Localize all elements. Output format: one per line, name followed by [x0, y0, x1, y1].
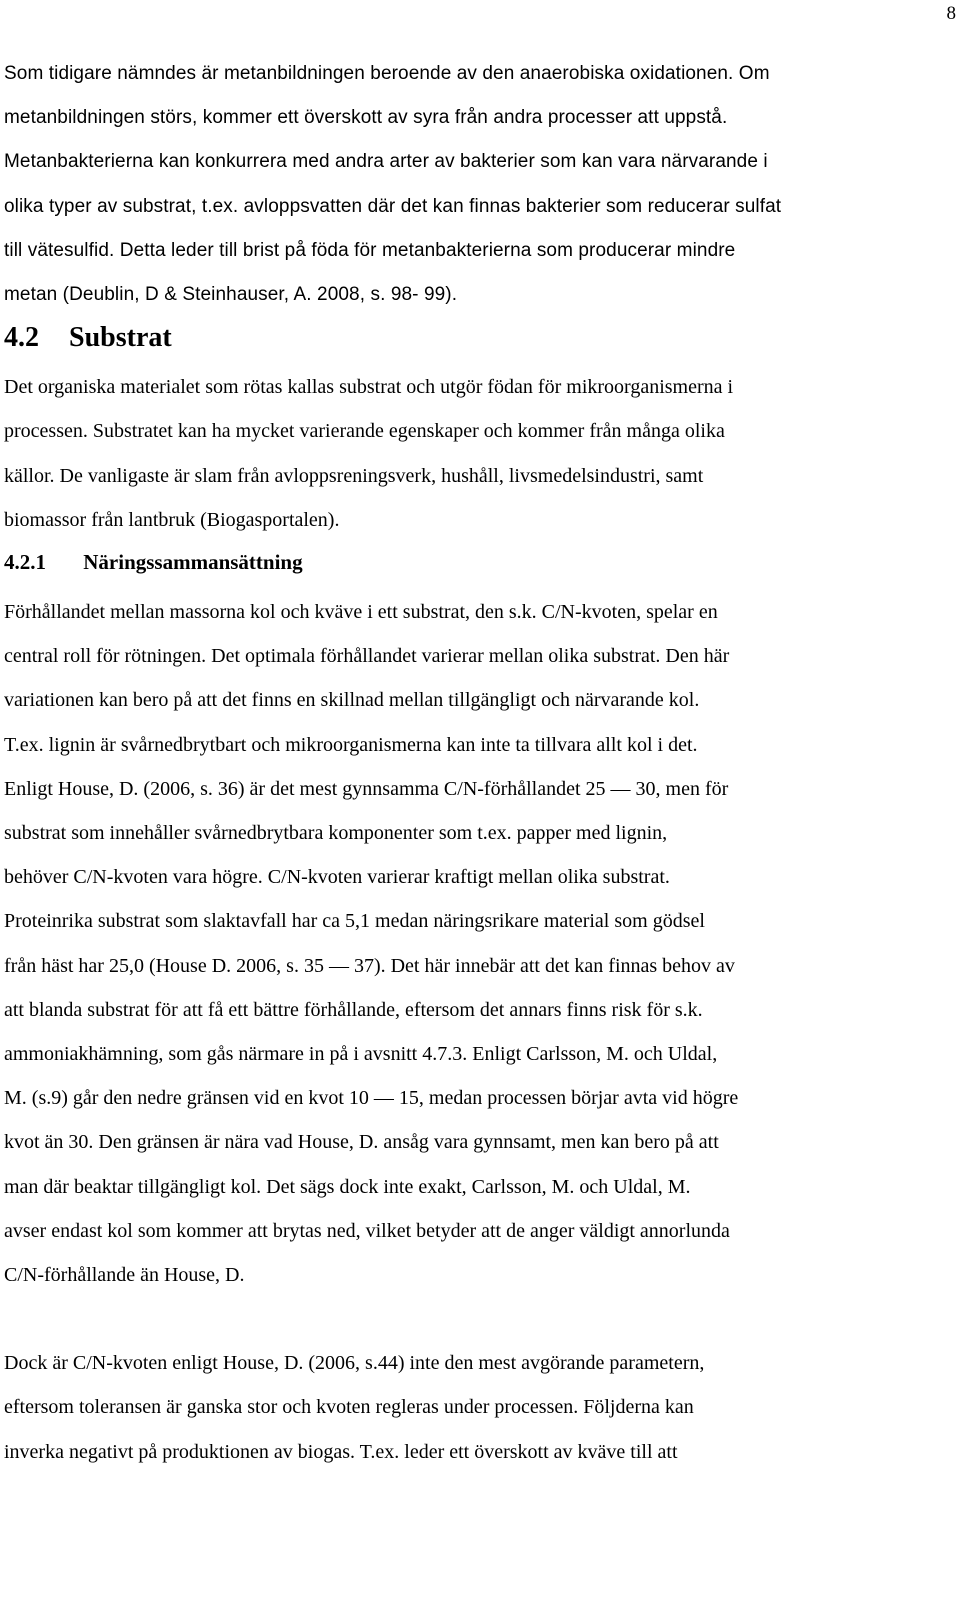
section-title: Substrat [69, 322, 172, 354]
section-heading-4-2 [4, 317, 936, 359]
substrat-paragraph: Det organiska materialet som rötas kallas substrat och utgör födan för mikroorganismerna i processen. Substratet kan ha mycket varierande egenskaper och kommer från många olika källor. De vanligaste är slam från avloppsreningsverk, hushåll, livsmedelsindustri, samt biomassor från lantbruk (Biogasportalen). [4, 376, 734, 531]
subsection-title: Näringssammansättning [83, 550, 303, 575]
intro-paragraph: Som tidigare nämndes är metanbildningen beroende av den anaerobiska oxidationen. Om metanbildningen störs, kommer ett överskott av syra från andra processer att uppstå. Metanbakterierna kan konkurrera med andra arter av bakterier som kan vara närvarande i olika typer av substrat, t.ex. avloppsvatten där det kan finnas bakterier som reducerar sulfat till vätesulfid. Detta leder till brist på föda för metanbakterierna som producerar mindre metan (Deublin, D & Steinhauser, A. 2008, s. 98- 99). [4, 63, 782, 306]
page-number: 8 [946, 3, 956, 24]
section-number: 4.2 [4, 322, 39, 354]
naring-paragraph: Förhållandet mellan massorna kol och kväve i ett substrat, den s.k. C/N-kvoten, spelar en central roll för rötningen. Det optimala förhållandet varierar mellan olika substrat. Den här variationen kan bero på att det finns en skillnad mellan tillgängligt och närvarande kol. T.ex. lignin är svårnedbrytbart och mikroorganismerna kan inte ta tillvara allt kol i det. Enligt House, D. (2006, s. 36) är det mest gynnsamma C/N-förhållandet 25 ― 30, men för substrat som innehåller svårnedbrytbara komponenter som t.ex. papper med lignin, behöver C/N-kvoten vara högre. C/N-kvoten varierar kraftigt mellan olika substrat. Proteinrika substrat som slaktavfall har ca 5,1 medan näringsrikare material som gödsel från häst har 25,0 (House D. 2006, s. 35 ― 37). Det här innebär att det kan finnas behov av att blanda substrat för att få ett bättre förhållande, eftersom det annars finns risk för s.k. ammoniakhämning, som gås närmare in på i avsnitt 4.7.3. Enligt Carlsson, M. och Uldal, M. (s.9) går den nedre gränsen vid en kvot 10 ― 15, medan processen börjar avta vid högre kvot än 30. Den gränsen är nära vad House, D. ansåg vara gynnsamt, men kan bero på att man där beaktar tillgängligt kol. Det sägs dock inte exakt, Carlsson, M. och Uldal, M. avser endast kol som kommer att brytas ned, vilket betyder att de anger väldigt annorlunda C/N-förhållande än House, D. [4, 601, 739, 1287]
section-heading-4-2-1 [4, 542, 936, 582]
cn-kvot-paragraph: Dock är C/N-kvoten enligt House, D. (2006, s.44) inte den mest avgörande parametern, eftersom toleransen är ganska stor och kvoten regleras under processen. Följderna kan inverka negativt på produktionen av biogas. T.ex. leder ett överskott av kväve till att [4, 1352, 705, 1463]
subsection-number: 4.2.1 [4, 550, 46, 575]
document-body [4, 52, 936, 1474]
